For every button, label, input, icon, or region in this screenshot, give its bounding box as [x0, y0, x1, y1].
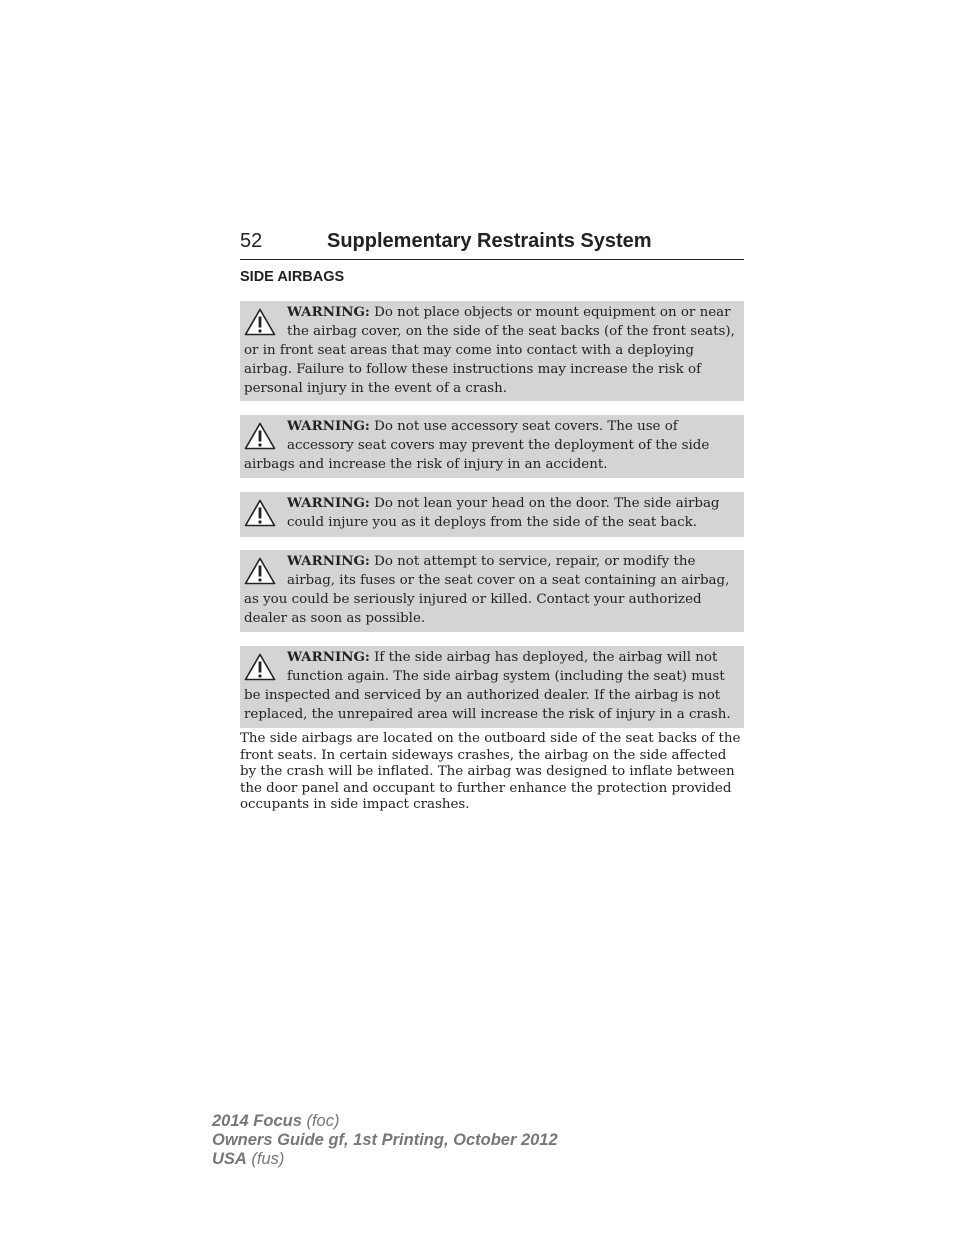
warning-label: WARNING: [287, 304, 370, 320]
warning-triangle-icon [244, 308, 276, 336]
page-footer [212, 1112, 558, 1169]
warning-box [240, 301, 744, 401]
page-header [240, 228, 744, 260]
warning-text: Do not use accessory seat covers. The use of accessory seat covers may prevent the deployment of the side airbags and increase the risk of injury in an accident. [244, 419, 710, 472]
warning-box [240, 415, 744, 478]
body-paragraph: The side airbags are located on the outboard side of the seat backs of the front seats. In certain sideways crashes, the airbag on the side affected by the crash will be inflated. The airbag was designed to inflate between the door panel and occupant to further enhance the protection provided occupants in side impact crashes. [240, 731, 741, 812]
warning-triangle-icon [244, 653, 276, 681]
warning-text: Do not place objects or mount equipment on or near the airbag cover, on the side of the seat backs (of the front seats), or in front seat areas that may come into contact with a deploying airbag. Failure to follow these instructions may increase the risk of personal injury in the event of a crash. [244, 305, 735, 396]
footer-model: 2014 Focus [212, 1112, 302, 1130]
section-title: SIDE AIRBAGS [240, 269, 345, 285]
warning-box [240, 550, 744, 632]
footer-market-code: (fus) [246, 1150, 285, 1168]
warning-label: WARNING: [287, 495, 370, 511]
warning-triangle-icon [244, 422, 276, 450]
warning-label: WARNING: [287, 649, 370, 665]
footer-line-model [212, 1112, 558, 1131]
footer-market: USA [212, 1150, 247, 1168]
warning-triangle-icon [244, 557, 276, 585]
warning-label: WARNING: [287, 553, 370, 569]
footer-line-market [212, 1150, 558, 1169]
warning-box [240, 646, 744, 728]
warning-box [240, 492, 744, 537]
warning-text: If the side airbag has deployed, the airbag will not function again. The side airbag system (including the seat) must be inspected and serviced by an authorized dealer. If the airbag is not replaced, the unrepaired area will increase the risk of injury in a crash. [244, 650, 731, 722]
warning-triangle-icon [244, 499, 276, 527]
footer-model-code: (foc) [301, 1112, 340, 1130]
warning-text: Do not lean your head on the door. The side airbag could injure you as it deploys from the side of the seat back. [287, 496, 720, 530]
page-number: 52 [240, 230, 263, 252]
warning-label: WARNING: [287, 418, 370, 434]
chapter-title: Supplementary Restraints System [327, 230, 652, 252]
footer-line-guide: Owners Guide gf, 1st Printing, October 2012 [212, 1131, 558, 1149]
warning-text: Do not attempt to service, repair, or modify the airbag, its fuses or the seat cover on a seat containing an airbag, as you could be seriously injured or killed. Contact your authorized dealer as soon as possible. [244, 554, 730, 626]
